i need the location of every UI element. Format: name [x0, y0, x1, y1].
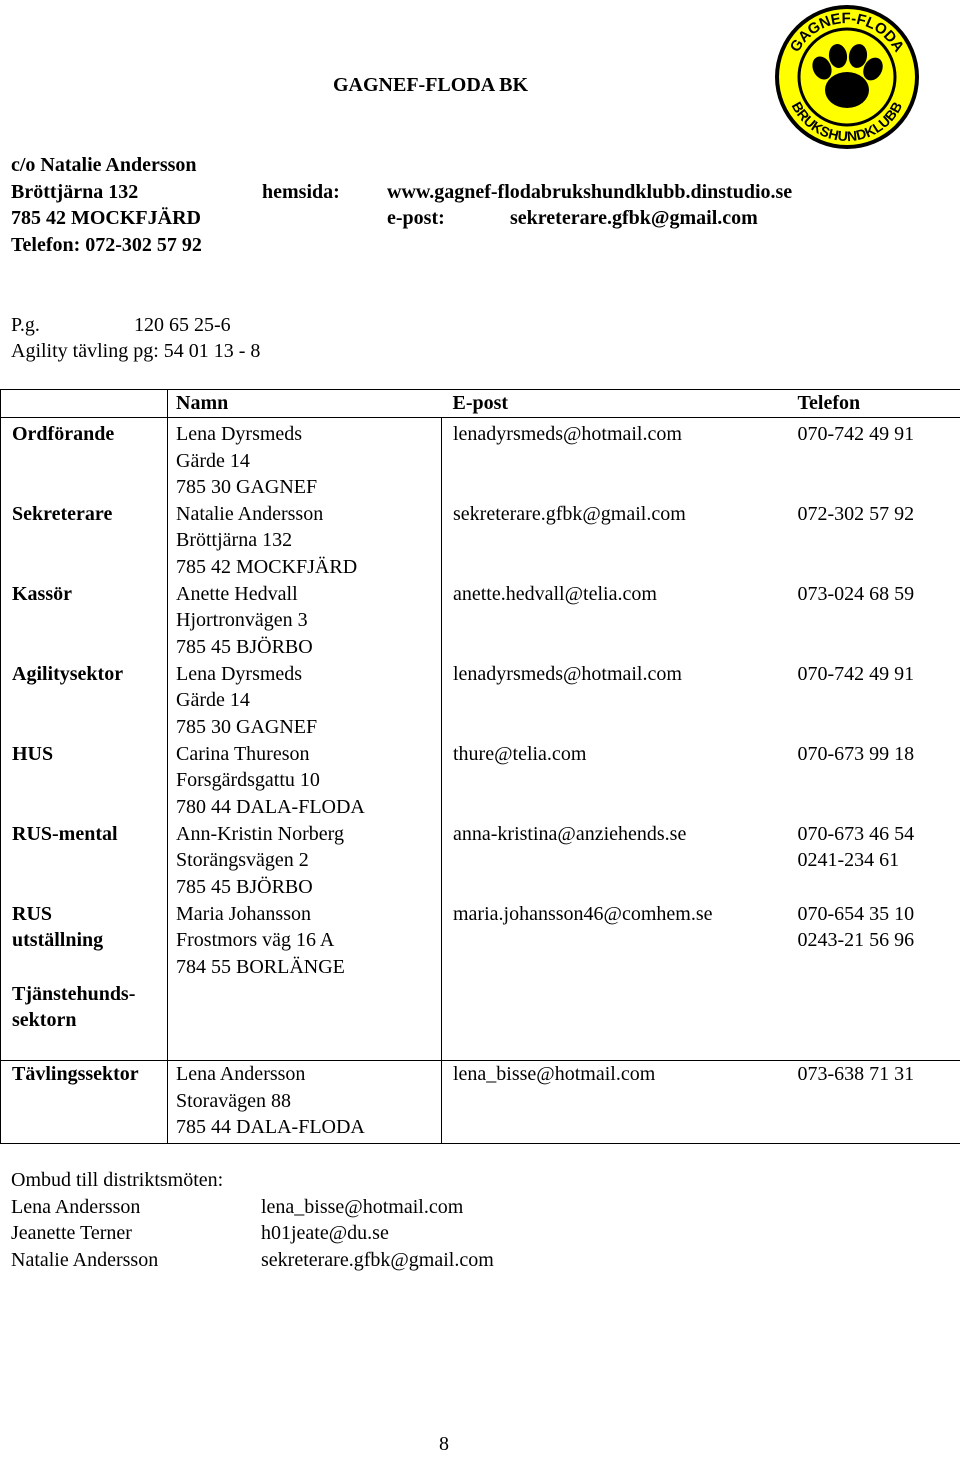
name-cell-line: Bröttjärna 132 [176, 527, 441, 554]
name-cell-line: Maria Johansson [176, 901, 441, 928]
email-cell [442, 501, 786, 581]
table-row [1, 418, 960, 501]
name-cell-line: 780 44 DALA-FLODA [176, 794, 441, 821]
email-cell-text[interactable]: maria.johansson46@comhem.se [453, 901, 786, 928]
phone-cell-line: 073-638 71 31 [798, 1061, 960, 1088]
email-cell-text[interactable]: anette.hedvall@telia.com [453, 581, 786, 608]
table-row [1, 1061, 960, 1144]
role-cell-text: Sekreterare [12, 501, 167, 528]
header-role [1, 390, 168, 418]
role-cell-text: Agilitysektor [12, 661, 167, 688]
name-cell [168, 581, 442, 661]
club-logo [772, 2, 922, 150]
name-cell-line: Storängsvägen 2 [176, 847, 441, 874]
role-cell-text: Tävlingssektor [12, 1061, 167, 1088]
role-cell [1, 661, 168, 741]
name-cell-line: Storavägen 88 [176, 1088, 441, 1115]
delegates-heading: Ombud till distriktsmöten: [11, 1167, 223, 1193]
phone-cell-line: 070-673 46 54 [798, 821, 960, 848]
phone-cell [786, 1061, 960, 1144]
role-cell-text: Kassör [12, 581, 167, 608]
table-row [1, 901, 960, 981]
email-cell-text[interactable]: lenadyrsmeds@hotmail.com [453, 421, 786, 448]
email-cell [442, 741, 786, 821]
name-cell-line: 785 30 GAGNEF [176, 474, 441, 501]
pg-label: P.g. [11, 312, 40, 338]
agility-pg: Agility tävling pg: 54 01 13 - 8 [11, 338, 260, 364]
role-cell-line: utställning [12, 927, 167, 954]
table-row [1, 981, 960, 1061]
name-cell-line: Forsgärdsgattu 10 [176, 767, 441, 794]
logo-text-bottom: BRUKSHUNDKLUBB [789, 99, 906, 144]
phone-cell [786, 501, 960, 581]
header-name: Namn [168, 390, 442, 418]
phone-cell-line: 070-654 35 10 [798, 901, 960, 928]
co-line: c/o Natalie Andersson [11, 152, 197, 178]
delegate-email[interactable]: h01jeate@du.se [261, 1220, 389, 1246]
role-cell-line: RUS [12, 901, 167, 928]
name-cell-line: Lena Dyrsmeds [176, 421, 441, 448]
name-cell-line: Lena Dyrsmeds [176, 661, 441, 688]
phone-cell-line: 070-742 49 91 [798, 661, 960, 688]
name-cell [168, 1061, 442, 1144]
role-cell-text: Ordförande [12, 421, 167, 448]
name-cell [168, 901, 442, 981]
homepage-label: hemsida: [262, 179, 340, 205]
role-cell-text: RUS-mental [12, 821, 167, 848]
role-cell-text: HUS [12, 741, 167, 768]
role-cell [1, 821, 168, 901]
name-cell-line: Anette Hedvall [176, 581, 441, 608]
email-cell-text[interactable]: anna-kristina@anziehends.se [453, 821, 786, 848]
phone-cell [786, 661, 960, 741]
name-cell-line: Hjortronvägen 3 [176, 607, 441, 634]
page-number: 8 [439, 1431, 449, 1457]
role-cell [1, 418, 168, 501]
email-label: e-post: [387, 205, 445, 231]
role-cell [1, 501, 168, 581]
name-cell-line: Ann-Kristin Norberg [176, 821, 441, 848]
phone-cell [786, 901, 960, 981]
name-cell-line: 784 55 BORLÄNGE [176, 954, 441, 981]
header-email: E-post [442, 390, 786, 418]
role-cell [1, 741, 168, 821]
phone-cell [786, 821, 960, 901]
role-cell [1, 1061, 168, 1144]
name-cell-line: Gärde 14 [176, 448, 441, 475]
name-cell [168, 741, 442, 821]
pg-value: 120 65 25-6 [134, 312, 231, 338]
table-row [1, 501, 960, 581]
name-cell [168, 981, 442, 1061]
table-row [1, 741, 960, 821]
phone-cell-line: 070-673 99 18 [798, 741, 960, 768]
name-cell-line: 785 45 BJÖRBO [176, 874, 441, 901]
delegate-email[interactable]: lena_bisse@hotmail.com [261, 1194, 463, 1220]
phone-cell-line: 072-302 57 92 [798, 501, 960, 528]
phone-cell [786, 981, 960, 1061]
club-title: GAGNEF-FLODA BK [333, 72, 528, 98]
table-row [1, 581, 960, 661]
phone-cell-line: 0243-21 56 96 [798, 927, 960, 954]
role-cell-line: sektorn [12, 1007, 167, 1034]
name-cell-line: Frostmors väg 16 A [176, 927, 441, 954]
role-cell [1, 901, 168, 981]
phone-cell [786, 741, 960, 821]
name-cell [168, 418, 442, 501]
phone-cell [786, 418, 960, 501]
delegate-name: Jeanette Terner [11, 1220, 132, 1246]
email-cell [442, 901, 786, 981]
delegate-name: Lena Andersson [11, 1194, 140, 1220]
name-cell [168, 661, 442, 741]
name-cell-line: 785 42 MOCKFJÄRD [176, 554, 441, 581]
email-cell [442, 418, 786, 501]
email-cell [442, 821, 786, 901]
name-cell-line: 785 30 GAGNEF [176, 714, 441, 741]
email-cell [442, 981, 786, 1061]
board-table [0, 389, 960, 1144]
role-cell [1, 581, 168, 661]
phone-cell-line: 073-024 68 59 [798, 581, 960, 608]
email-cell [442, 661, 786, 741]
delegate-email[interactable]: sekreterare.gfbk@gmail.com [261, 1247, 494, 1273]
delegate-name: Natalie Andersson [11, 1247, 158, 1273]
name-cell-line: Natalie Andersson [176, 501, 441, 528]
email-cell [442, 1061, 786, 1144]
table-row [1, 661, 960, 741]
header-phone: Telefon [786, 390, 960, 418]
logo-text-top: GAGNEF-FLODA [787, 10, 908, 55]
name-cell [168, 821, 442, 901]
name-cell-line: 785 45 BJÖRBO [176, 634, 441, 661]
email-cell [442, 581, 786, 661]
email-cell-text[interactable]: lenadyrsmeds@hotmail.com [453, 661, 786, 688]
role-cell-line: Tjänstehunds- [12, 981, 167, 1008]
phone-cell [786, 581, 960, 661]
table-row [1, 821, 960, 901]
email-cell-text[interactable]: lena_bisse@hotmail.com [453, 1061, 786, 1088]
homepage-link[interactable]: www.gagnef-flodabrukshundklubb.dinstudio.se [387, 179, 792, 205]
name-cell-line: 785 44 DALA-FLODA [176, 1114, 441, 1141]
street-line: Bröttjärna 132 [11, 179, 138, 205]
role-cell [1, 981, 168, 1061]
name-cell [168, 501, 442, 581]
phone-cell-line: 070-742 49 91 [798, 421, 960, 448]
phone-cell-line: 0241-234 61 [798, 847, 960, 874]
email-cell-text[interactable]: sekreterare.gfbk@gmail.com [453, 501, 786, 528]
table-header-row [1, 390, 960, 418]
email-link[interactable]: sekreterare.gfbk@gmail.com [510, 205, 758, 231]
name-cell-line: Carina Thureson [176, 741, 441, 768]
name-cell-line: Lena Andersson [176, 1061, 441, 1088]
email-cell-text[interactable]: thure@telia.com [453, 741, 786, 768]
phone-line: Telefon: 072-302 57 92 [11, 232, 202, 258]
name-cell-line: Gärde 14 [176, 687, 441, 714]
postal-line: 785 42 MOCKFJÄRD [11, 205, 201, 231]
